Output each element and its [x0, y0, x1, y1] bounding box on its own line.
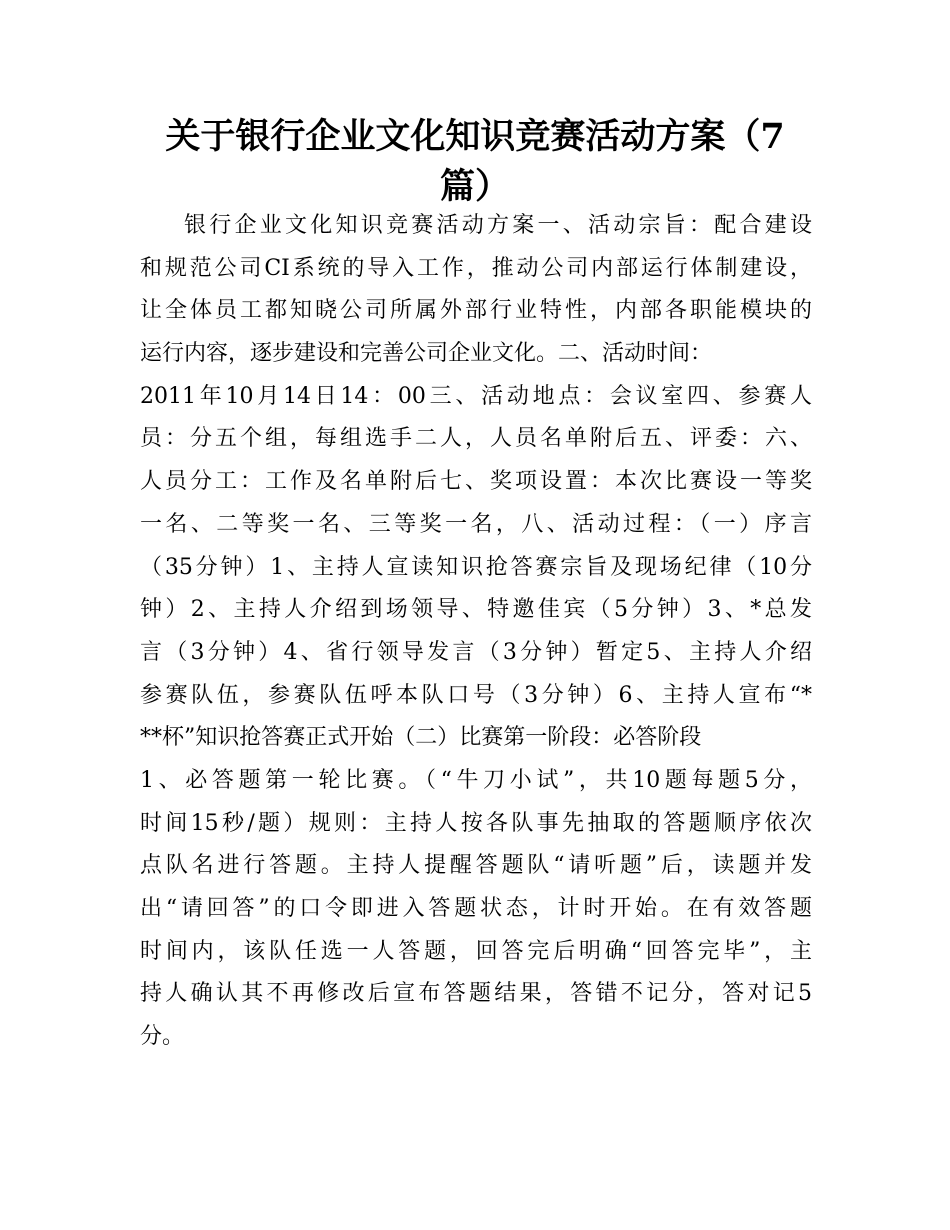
body-line-4: 运行内容，逐步建设和完善公司企业文化。二、活动时间： — [140, 341, 713, 367]
body-line-19: 持人确认其不再修改后宣布答题结果，答错不记分，答对记5 — [140, 981, 812, 1007]
body-line-8: 一名、二等奖一名、三等奖一名，八、活动过程：（一）序言 — [140, 511, 812, 537]
body-line-7: 人员分工：工作及名单附后七、奖项设置：本次比赛设一等奖 — [140, 469, 812, 495]
body-line-2: 和规范公司CI系统的导入工作，推动公司内部运行体制建设， — [140, 255, 812, 281]
body-line-6: 员：分五个组，每组选手二人，人员名单附后五、评委：六、 — [140, 426, 812, 452]
body-line-13: **杯”知识抢答赛正式开始（二）比赛第一阶段：必答阶段 — [140, 725, 702, 751]
body-line-15: 时间15秒/题）规则：主持人按各队事先抽取的答题顺序依次 — [140, 810, 812, 836]
body-line-20: 分。 — [140, 1024, 185, 1050]
document-body — [140, 205, 812, 1059]
body-line-16: 点队名进行答题。主持人提醒答题队“请听题”后，读题并发 — [140, 853, 812, 879]
body-line-12: 参赛队伍，参赛队伍呼本队口号（3分钟）6、主持人宣布“* — [140, 682, 812, 708]
body-line-3: 让全体员工都知晓公司所属外部行业特性，内部各职能模块的 — [140, 298, 812, 324]
title-line-1: 关于银行企业文化知识竞赛活动方案（7 — [165, 116, 785, 157]
document-title — [140, 112, 810, 212]
body-line-9: （35分钟）1、主持人宣读知识抢答赛宗旨及现场纪律（10分 — [140, 554, 812, 580]
body-line-10: 钟）2、主持人介绍到场领导、特邀佳宾（5分钟）3、*总发 — [140, 597, 812, 623]
body-line-18: 时间内，该队任选一人答题，回答完后明确“回答完毕”，主 — [140, 938, 812, 964]
body-line-11: 言（3分钟）4、省行领导发言（3分钟）暂定5、主持人介绍 — [140, 639, 812, 665]
body-line-14: 1、必答题第一轮比赛。（“牛刀小试”，共10题每题5分， — [140, 767, 812, 793]
body-line-17: 出“请回答”的口令即进入答题状态，计时开始。在有效答题 — [140, 896, 812, 921]
body-line-5: 2011年10月14日14：00三、活动地点：会议室四、参赛人 — [140, 383, 812, 409]
title-line-2: 篇） — [439, 166, 510, 207]
body-line-1: 银行企业文化知识竞赛活动方案一、活动宗旨：配合建设 — [184, 213, 812, 238]
